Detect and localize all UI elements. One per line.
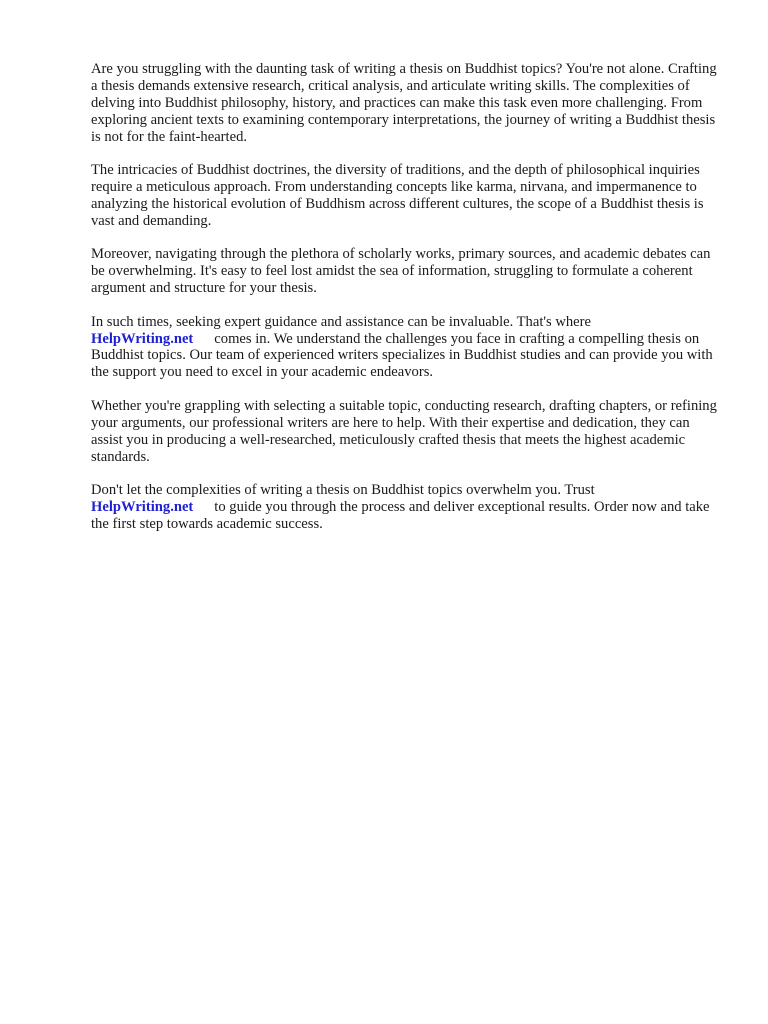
paragraph-support: Whether you're grappling with selecting a suitable topic, conducting research, drafting chapters, or refining your arguments, our professional writers are here to help. With their expertise and dedication, they can assist you in producing a well-researched, meticulously crafted thesis that meets the highest academic standards. — [91, 397, 717, 465]
document-body — [91, 61, 723, 549]
paragraph-sources: Moreover, navigating through the plethora of scholarly works, primary sources, and academic debates can be overwhelming. It's easy to feel lost amidst the sea of information, struggling to formulate a coherent argument and structure for your thesis. — [91, 246, 711, 297]
paragraph-guidance-rest: comes in. We understand the challenges you face in crafting a compelling thesis on Buddhist topics. Our team of experienced writers specializes in Buddhist studies and can provide you with the support you need to excel in your academic endeavors. — [91, 330, 713, 381]
paragraph-guidance — [91, 314, 723, 382]
paragraph-closing — [91, 482, 723, 533]
paragraph-guidance-lead: In such times, seeking expert guidance and assistance can be invaluable. That's where — [91, 313, 591, 330]
helpwriting-link-2[interactable]: HelpWriting.net — [91, 499, 194, 515]
paragraph-intro: Are you struggling with the daunting task of writing a thesis on Buddhist topics? You're not alone. Crafting a thesis demands extensive research, critical analysis, and articulate writing skills. The complexities of delving into Buddhist philosophy, history, and practices can make this task even more challenging. From exploring ancient texts to examining contemporary interpretations, the journey of writing a Buddhist thesis is not for the faint-hearted. — [91, 61, 717, 145]
paragraph-closing-rest: to guide you through the process and deliver exceptional results. Order now and take the first step towards academic success. — [91, 499, 710, 532]
helpwriting-link[interactable]: HelpWriting.net — [91, 330, 194, 347]
paragraph-closing-lead: Don't let the complexities of writing a thesis on Buddhist topics overwhelm you. Trust — [91, 482, 595, 499]
paragraph-doctrines: The intricacies of Buddhist doctrines, the diversity of traditions, and the depth of philosophical inquiries require a meticulous approach. From understanding concepts like karma, nirvana, and impermanence to analyzing the historical evolution of Buddhism across different cultures, the scope of a Buddhist thesis is vast and demanding. — [91, 162, 704, 229]
